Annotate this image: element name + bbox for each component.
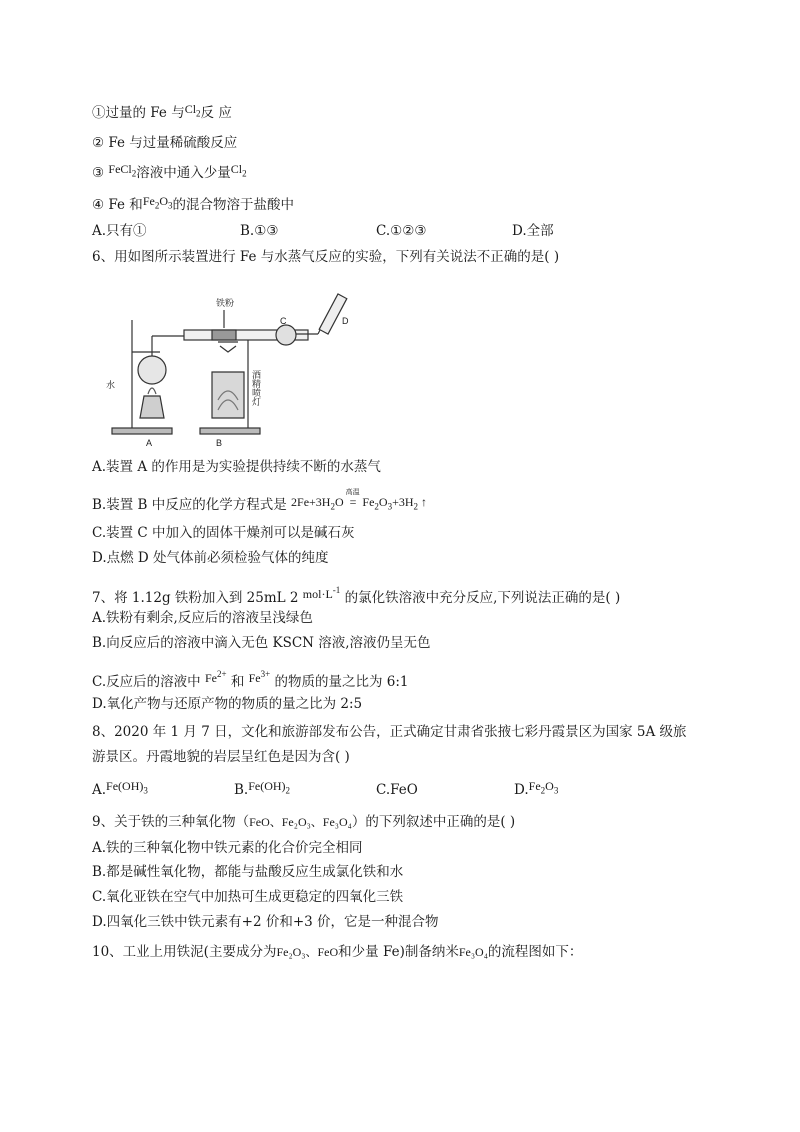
label-c: C <box>280 316 287 326</box>
q5-s1-chem: $Cl_2$ <box>184 102 201 119</box>
q7-stem: 7、将 1.12g 铁粉加入到 25mL 2 $mol\cdot L^{-1}$ 的氯化铁溶液中充分反应,下列说法正确的是( ) <box>92 585 621 606</box>
q5-s3-chem2: $Cl_2$ <box>230 162 247 179</box>
q5-s1-suffix: 反 应 <box>200 105 232 121</box>
q8-option-b[interactable]: $B.Fe(OH)_2$ <box>234 779 291 798</box>
q10-stem: 10、工业上用铁泥(主要成分为Fe₂O₃、FeO和少量 Fe)制备纳米Fe₃O₄的流程图如下： <box>92 944 583 960</box>
q9-stem: 9、关于铁的三种氧化物（FeO、Fe₂O₃、Fe₃O₄）的下列叙述中正确的是( ) <box>92 814 516 830</box>
q5-s1-prefix: ①过量的 Fe 与 <box>92 105 185 121</box>
q5-statement-1 <box>92 103 232 127</box>
q7-unit: $mol\cdot L^{-1}$ <box>302 585 341 601</box>
q8-option-a[interactable]: $A.Fe(OH)_3$ <box>92 779 148 798</box>
q10-chem2: Fe₃O₄ <box>458 945 488 959</box>
lamp-a <box>140 396 164 418</box>
q8-option-c[interactable]: C.FeO <box>376 782 418 798</box>
q6-option-d[interactable]: D.点燃 D 处气体前必须检验气体的纯度 <box>92 550 329 566</box>
label-iron: 铁粉 <box>216 298 235 308</box>
q9-oxides: FeO、Fe₂O₃、Fe₃O₄ <box>249 815 352 829</box>
q9-option-b[interactable]: B.都是碱性氧化物，都能与盐酸反应生成氯化铁和水 <box>92 864 404 880</box>
q5-option-d[interactable]: D.全部 <box>512 223 554 239</box>
q5-option-c[interactable]: C.①②③ <box>376 223 427 239</box>
q6-equation: $2Fe+3H_2O$ 高温 = $Fe_2O_3+3H_2$ ↑ <box>291 495 427 509</box>
lamp-b <box>212 372 244 418</box>
q8-stem-line1: 8、2020 年 1 月 7 日，文化和旅游部发布公告，正式确定甘肃省张掖七彩丹霞景区为国家 5A 级旅 <box>92 724 687 740</box>
flask-a <box>138 356 166 384</box>
q8-option-d[interactable]: $D.Fe_2O_3$ <box>514 779 559 798</box>
q6-option-b[interactable]: B.装置 B 中反应的化学方程式是 $2Fe+3H_2O$ 高温 = $Fe_2O_3+3H_2$ ↑ <box>92 495 427 519</box>
q9-option-a[interactable]: A.铁的三种氧化物中铁元素的化合价完全相同 <box>92 840 363 856</box>
q7-option-b[interactable]: B.向反应后的溶液中滴入无色 KSCN 溶液,溶液仍呈无色 <box>92 635 431 651</box>
q7-option-d[interactable]: D.氧化产物与还原产物的物质的量之比为 2:5 <box>92 696 363 712</box>
q6-option-c[interactable]: C.装置 C 中加入的固体干燥剂可以是碱石灰 <box>92 525 355 541</box>
label-b: B <box>216 438 223 448</box>
stand-base-b <box>200 428 260 434</box>
q6-option-a[interactable]: A.装置 A 的作用是为实验提供持续不断的水蒸气 <box>92 459 381 475</box>
q5-statement-2: ② Fe 与过量稀硫酸反应 <box>92 135 238 151</box>
q9-option-c[interactable]: C.氧化亚铁在空气中加热可生成更稳定的四氧化三铁 <box>92 889 404 905</box>
q9-option-d[interactable]: D.四氧化三铁中铁元素有+2 价和+3 价，它是一种混合物 <box>92 914 439 930</box>
label-water: 水 <box>106 380 116 390</box>
q7-ion-fe2: $Fe^{2+}$ <box>204 669 227 685</box>
stand-base-a <box>112 428 172 434</box>
drying-bulb-c <box>276 325 296 345</box>
q5-option-b[interactable]: B.①③ <box>240 223 279 239</box>
q5-statement-3: ③ FeCl$_2$溶液中通入少量$Cl_2$ <box>92 162 247 181</box>
q5-s3-chem: FeCl$_2$ <box>108 162 137 179</box>
label-lamp: 酒精喷灯 <box>251 370 261 406</box>
iron-powder <box>212 330 236 340</box>
q7-option-a[interactable]: A.铁粉有剩余,反应后的溶液呈浅绿色 <box>92 610 313 626</box>
q7-option-c[interactable]: C.反应后的溶液中 $Fe^{2+}$ 和 $Fe^{3+}$ 的物质的量之比为 6:1 <box>92 669 409 690</box>
outlet-d <box>319 294 347 334</box>
q8-stem-line2: 游景区。丹霞地貌的岩层呈红色是因为含( ) <box>92 749 350 765</box>
q10-chem1: Fe₂O₃、FeO <box>276 945 339 959</box>
q5-option-a[interactable]: A.只有① <box>92 223 147 239</box>
q5-statement-4: ④ Fe 和$Fe_2O_3$的混合物溶于盐酸中 <box>92 194 294 213</box>
label-d: D <box>342 316 349 326</box>
q6-apparatus-figure <box>100 290 360 450</box>
q5-s4-chem: $Fe_2O_3$ <box>142 194 173 211</box>
label-a: A <box>146 438 153 448</box>
q6-stem: 6、用如图所示装置进行 Fe 与水蒸气反应的实验，下列有关说法不正确的是( ) <box>92 249 560 265</box>
q6-eq-condition: 高温 <box>345 488 360 496</box>
q7-ion-fe3: $Fe^{3+}$ <box>248 669 271 685</box>
